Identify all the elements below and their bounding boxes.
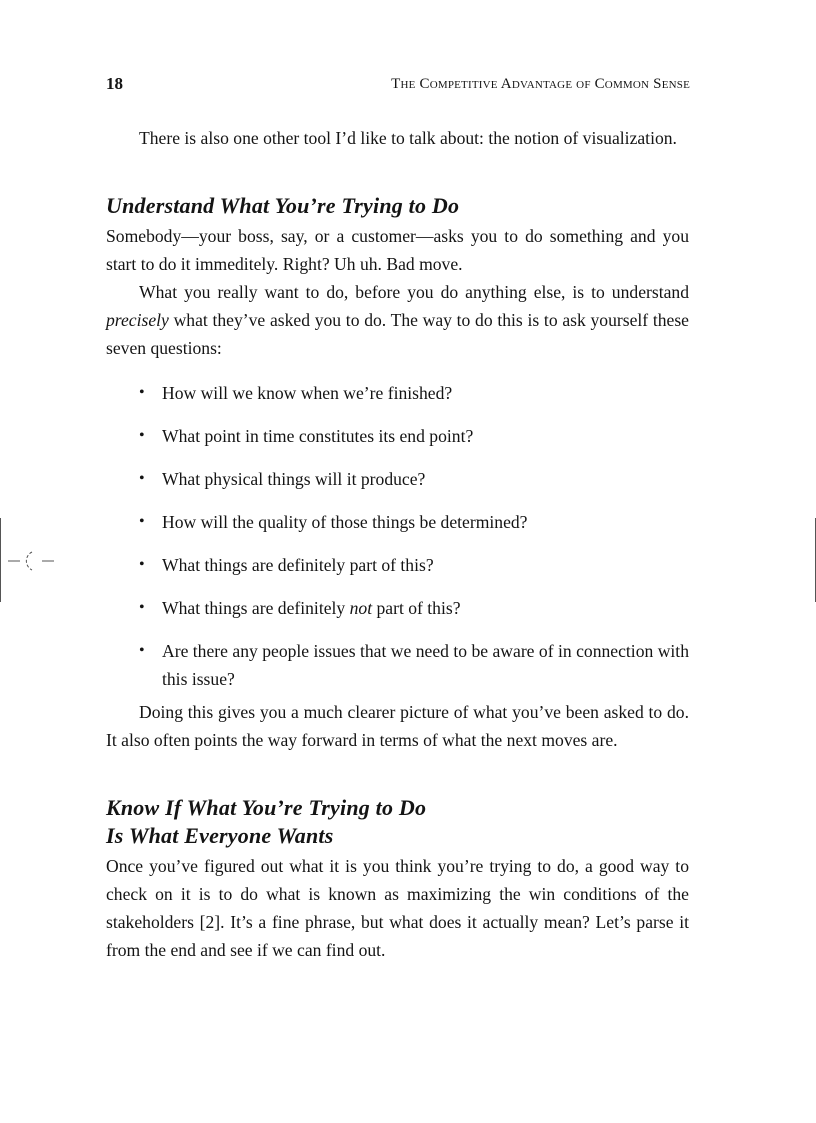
paragraph-after-list: Doing this gives you a much clearer picture of what you’ve been asked to do. It also often points the way forward in terms of what the next moves are. xyxy=(106,702,689,750)
paragraph-understand-2-start: What you really want to do, before you do anything else, is to understand xyxy=(139,282,689,302)
bullet-icon: • xyxy=(139,384,145,401)
question-text: How will we know when we’re finished? xyxy=(162,383,453,403)
question-text-end: part of this? xyxy=(372,598,461,618)
section-heading-know-line-2: Is What Everyone Wants xyxy=(106,823,334,848)
paragraph-understand-2 xyxy=(106,278,689,362)
bullet-icon: • xyxy=(139,599,145,616)
list-item xyxy=(106,465,689,493)
list-item xyxy=(106,594,689,622)
question-text: What point in time constitutes its end point? xyxy=(162,426,474,446)
section-heading-understand: Understand What You’re Trying to Do xyxy=(106,193,460,218)
bullet-icon: • xyxy=(139,513,145,530)
running-header xyxy=(106,74,690,98)
bullet-icon: • xyxy=(139,470,145,487)
list-item xyxy=(106,379,689,407)
bullet-icon: • xyxy=(139,556,145,573)
question-text: Are there any people issues that we need to be aware of in connection with this issue? xyxy=(162,641,689,689)
running-title: The Competitive Advantage of Common Sense xyxy=(391,76,690,92)
registration-mark-icon xyxy=(8,548,56,576)
questions-list xyxy=(106,379,689,693)
paragraph-intro: There is also one other tool I’d like to talk about: the notion of visualization. xyxy=(139,128,677,148)
section-heading-know-line-1: Know If What You’re Trying to Do xyxy=(106,795,427,820)
question-text: What things are definitely part of this? xyxy=(162,555,434,575)
question-text: How will the quality of those things be determined? xyxy=(162,512,528,532)
page-number: 18 xyxy=(106,74,123,93)
list-item xyxy=(106,508,689,536)
list-item xyxy=(106,422,689,450)
emphasis-precisely: precisely xyxy=(106,310,169,330)
question-text-start: What things are definitely xyxy=(162,598,350,618)
list-item xyxy=(106,551,689,579)
bullet-icon: • xyxy=(139,642,145,659)
body-text xyxy=(106,124,689,964)
paragraph-understand-2-end: what they’ve asked you to do. The way to do this is to ask yourself these seven questions: xyxy=(106,310,689,358)
section-heading-know xyxy=(106,794,689,850)
emphasis-not: not xyxy=(349,598,373,618)
paragraph-know-1: Once you’ve figured out what it is you think you’re trying to do, a good way to check on it is to do what is known as maximizing the win conditions of the stakeholders [2]. It’s a fine phrase, but what does it actually mean? Let’s parse it from the end and see if we can find out. xyxy=(106,856,689,960)
bullet-icon: • xyxy=(139,427,145,444)
list-item xyxy=(106,637,689,693)
crop-mark-left xyxy=(0,518,1,602)
question-text: What physical things will it produce? xyxy=(162,469,426,489)
paragraph-understand-1: Somebody—your boss, say, or a customer—asks you to do something and you start to do it immeditely. Right? Uh uh. Bad move. xyxy=(106,226,689,274)
